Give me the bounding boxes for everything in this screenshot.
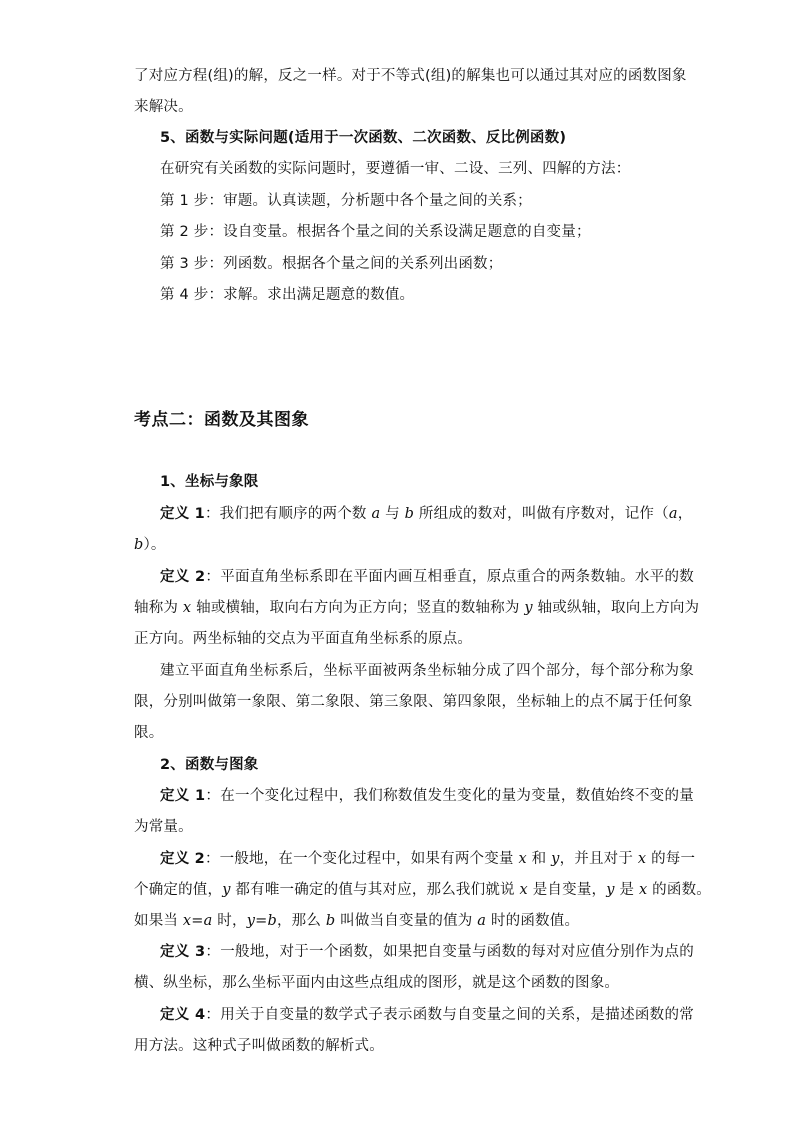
text: ：在一个变化过程中，我们称数值发生变化的量为变量，数值始终不变的量 bbox=[205, 788, 695, 804]
definition-2-3-line2: 横、纵坐标，那么坐标平面内由这些点组成的图形，就是这个函数的图象。 bbox=[134, 975, 620, 991]
definition-label: 定义 2 bbox=[160, 851, 205, 867]
step-2: 第 2 步：设自变量。根据各个量之间的关系设满足题意的自变量； bbox=[160, 224, 591, 240]
step-1: 第 1 步：审题。认真读题，分析题中各个量之间的关系； bbox=[160, 193, 532, 209]
math-var: y bbox=[551, 851, 560, 867]
math-var: y bbox=[606, 882, 615, 898]
step-3: 第 3 步：列函数。根据各个量之间的关系列出函数； bbox=[160, 256, 503, 272]
definition-1-1 bbox=[160, 504, 700, 524]
definition-2-2-line1 bbox=[160, 849, 694, 869]
intro-line-1: 了对应方程(组)的解，反之一样。对于不等式(组)的解集也可以通过其对应的函数图象 bbox=[134, 68, 687, 84]
math-var: y bbox=[222, 882, 231, 898]
intro-line-2: 来解决。 bbox=[134, 99, 193, 115]
text: ， bbox=[677, 506, 693, 522]
text: 的每一 bbox=[646, 851, 696, 867]
text: 的函数。 bbox=[647, 882, 711, 898]
text: 都有唯一确定的值与其对应，那么我们就说 bbox=[230, 882, 520, 898]
text: 叫做当自变量的值为 bbox=[335, 913, 478, 929]
definition-1-2-line1 bbox=[160, 567, 694, 587]
text: 轴或纵轴，取向上方向为 bbox=[532, 600, 700, 616]
para-line-3: 限。 bbox=[134, 725, 164, 741]
definition-2-2-line2 bbox=[134, 880, 711, 900]
section-title: 考点二：函数及其图象 bbox=[134, 410, 309, 430]
math-expr: x=a bbox=[182, 913, 213, 929]
math-var: y bbox=[524, 600, 533, 616]
text: 时， bbox=[212, 913, 247, 929]
text: 如果当 bbox=[134, 913, 183, 929]
definition-label: 定义 3 bbox=[160, 944, 206, 960]
math-var: x bbox=[518, 851, 527, 867]
definition-label: 定义 1 bbox=[160, 788, 206, 804]
math-var: b bbox=[134, 537, 144, 553]
definition-label: 定义 2 bbox=[160, 569, 206, 585]
math-var: x bbox=[638, 882, 648, 898]
section5-intro: 在研究有关函数的实际问题时，要遵循一审、二设、三列、四解的方法： bbox=[160, 161, 631, 177]
definition-1-2-line3: 正方向。两坐标轴的交点为平面直角坐标系的原点。 bbox=[134, 631, 473, 647]
definition-1-1-cont bbox=[134, 535, 674, 555]
para-line-1: 建立平面直角坐标系后，坐标平面被两条坐标轴分成了四个部分，每个部分称为象 bbox=[160, 663, 694, 679]
text: ：我们把有顺序的两个数 bbox=[204, 506, 372, 522]
text: ：一般地，在一个变化过程中，如果有两个变量 bbox=[204, 851, 519, 867]
math-var: b bbox=[325, 913, 336, 929]
math-var: x bbox=[519, 882, 528, 898]
text: 时的函数值。 bbox=[486, 913, 580, 929]
text: ：一般地，对于一个函数，如果把自变量与函数的每对对应值分别作为点的 bbox=[205, 944, 695, 960]
definition-label: 定义 4 bbox=[160, 1007, 206, 1023]
text: 与 bbox=[380, 506, 405, 522]
math-var: a bbox=[371, 506, 381, 522]
text: 轴或横轴，取向右方向为正方向；竖直的数轴称为 bbox=[191, 600, 525, 616]
section5-heading: 5、函数与实际问题(适用于一次函数、二次函数、反比例函数) bbox=[160, 130, 567, 146]
para-line-2: 限，分别叫做第一象限、第二象限、第三象限、第四象限，坐标轴上的点不属于任何象 bbox=[134, 694, 693, 710]
text: 个确定的值， bbox=[134, 882, 223, 898]
definition-2-1-line2: 为常量。 bbox=[134, 819, 193, 835]
text: ：平面直角坐标系即在平面内画互相垂直，原点重合的两条数轴。水平的数 bbox=[205, 569, 695, 585]
text: 和 bbox=[526, 851, 552, 867]
subsection-heading-2: 2、函数与图象 bbox=[160, 757, 259, 773]
definition-2-3-line1 bbox=[160, 942, 694, 962]
subsection-heading-1: 1、坐标与象限 bbox=[160, 474, 259, 490]
math-var: a bbox=[668, 506, 678, 522]
definition-2-4-line2: 用方法。这种式子叫做函数的解析式。 bbox=[134, 1038, 384, 1054]
text: ）。 bbox=[143, 537, 166, 553]
math-var: x bbox=[637, 851, 647, 867]
step-4: 第 4 步：求解。求出满足题意的数值。 bbox=[160, 287, 415, 303]
math-var: b bbox=[404, 506, 415, 522]
definition-2-1-line1 bbox=[160, 786, 694, 806]
definition-1-2-line2 bbox=[134, 598, 700, 618]
math-var: a bbox=[477, 913, 487, 929]
text: ：用关于自变量的数学式子表示函数与自变量之间的关系，是描述函数的常 bbox=[205, 1007, 695, 1023]
definition-2-2-line3 bbox=[134, 911, 674, 931]
text: ，并且对于 bbox=[559, 851, 638, 867]
definition-label: 定义 1 bbox=[160, 506, 205, 522]
text: ，那么 bbox=[276, 913, 326, 929]
text: 所组成的数对，叫做有序数对，记作（ bbox=[414, 506, 669, 522]
definition-2-4-line1 bbox=[160, 1005, 694, 1025]
math-expr: y=b bbox=[246, 913, 277, 929]
text: 是自变量， bbox=[527, 882, 607, 898]
math-var: x bbox=[182, 600, 192, 616]
text: 是 bbox=[614, 882, 639, 898]
text: 轴称为 bbox=[134, 600, 183, 616]
